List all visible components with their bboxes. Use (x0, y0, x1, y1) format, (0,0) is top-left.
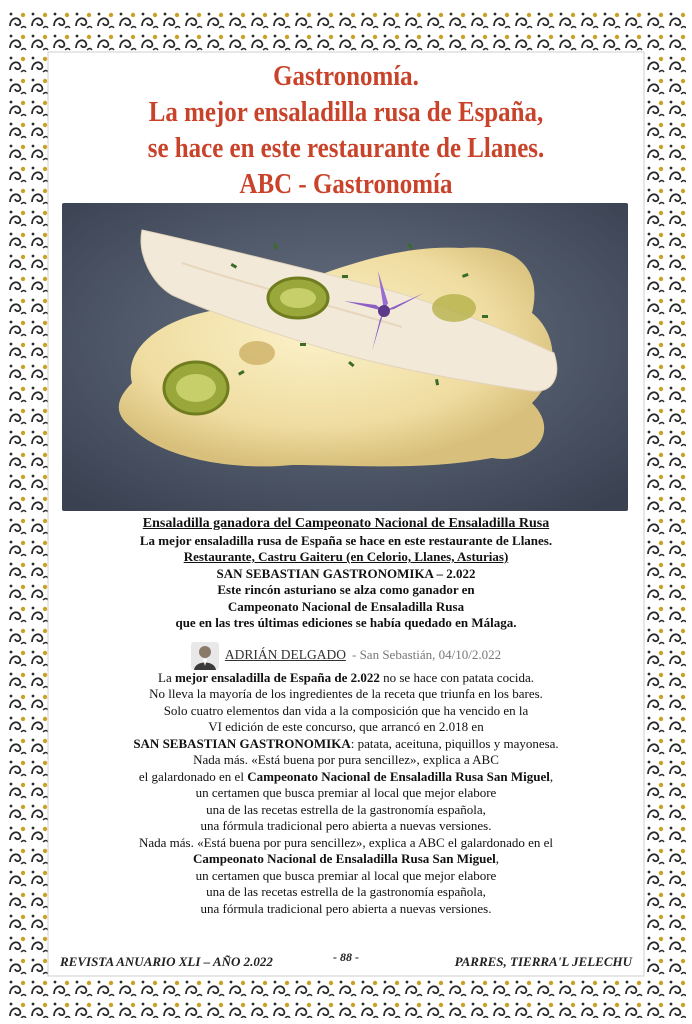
page-title (100, 58, 592, 202)
body-line-5 (60, 736, 632, 753)
page-footer (60, 950, 632, 976)
title-line-1: Gastronomía. (273, 60, 419, 92)
body-line-2: No lleva la mayoría de los ingredientes de la receta que triunfa en los bares. (149, 686, 543, 701)
title-line-4: ABC - Gastronomía (239, 168, 453, 200)
body-text: La (158, 669, 175, 685)
footer-publication: REVISTA ANUARIO XLI – AÑO 2.022 (60, 954, 273, 969)
byline (60, 642, 632, 670)
body-line-11: Nada más. «Está buena por pura sencillez», explica a ABC el galardonado en el (138, 834, 554, 850)
body-line-6: Nada más. «Está buena por pura sencillez», explica a ABC (193, 752, 499, 767)
page-number: - 88 - (333, 950, 359, 964)
body-line-3: Solo cuatro elementos dan vida a la composición que ha vencido en la (163, 702, 529, 718)
author-name[interactable]: ADRIÁN DELGADO (224, 647, 346, 663)
body-text: , (549, 768, 554, 784)
restaurant-line: Restaurante, Castru Gaiteru (en Celorio, Llanes, Asturias) (183, 549, 509, 564)
body-line-7 (60, 769, 632, 786)
title-line-3: se hace en este restaurante de Llanes. (147, 132, 545, 164)
body-text: no se hace con patata cocida. (379, 669, 534, 685)
article-subheading: La mejor ensaladilla rusa de España se hace en este restaurante de Llanes. (139, 532, 553, 548)
intro-line-3: que en las tres últimas ediciones se había quedado en Málaga. (175, 615, 517, 630)
body-line-15: una fórmula tradicional pero abierta a nuevas versiones. (200, 900, 492, 916)
title-line-2: La mejor ensaladilla rusa de España, (148, 96, 544, 128)
body-text-bold: SAN SEBASTIAN GASTRONOMIKA (133, 735, 351, 751)
body-text-bold: Campeonato Nacional de Ensaladilla Rusa San Miguel (247, 768, 550, 784)
article-body (60, 516, 632, 917)
body-line-9: una de las recetas estrella de la gastronomía española, (206, 801, 486, 817)
intro-line-1: Este rincón asturiano se alza como ganador en (217, 582, 475, 597)
body-text-bold: mejor ensaladilla de España de 2.022 (174, 669, 380, 685)
event-line: SAN SEBASTIAN GASTRONOMIKA – 2.022 (216, 565, 476, 581)
body-text-bold: Campeonato Nacional de Ensaladilla Rusa San Miguel (193, 851, 496, 866)
author-meta: - San Sebastián, 04/10/2.022 (351, 647, 502, 663)
body-text: : patata, aceituna, piquillos y mayonesa. (350, 735, 559, 751)
article-heading: Ensaladilla ganadora del Campeonato Nacional de Ensaladilla Rusa (142, 516, 550, 531)
author-avatar (191, 642, 219, 670)
body-line-12 (60, 851, 632, 868)
footer-region: PARRES, TIERRA'L JELECHU (454, 954, 632, 969)
body-line-1 (60, 670, 632, 687)
body-line-10: una fórmula tradicional pero abierta a nuevas versiones. (200, 818, 492, 833)
intro-line-2: Campeonato Nacional de Ensaladilla Rusa (227, 598, 465, 614)
body-line-13: un certamen que busca premiar al local que mejor elabore (195, 867, 497, 883)
body-text: el galardonado en el (138, 768, 248, 784)
body-line-4: VI edición de este concurso, que arrancó en 2.018 en (208, 719, 484, 734)
body-line-14: una de las recetas estrella de la gastronomía española, (206, 884, 486, 899)
body-text: , (495, 851, 499, 866)
ensaladilla-photo (62, 203, 628, 511)
body-line-8: un certamen que busca premiar al local que mejor elabore (195, 785, 497, 800)
